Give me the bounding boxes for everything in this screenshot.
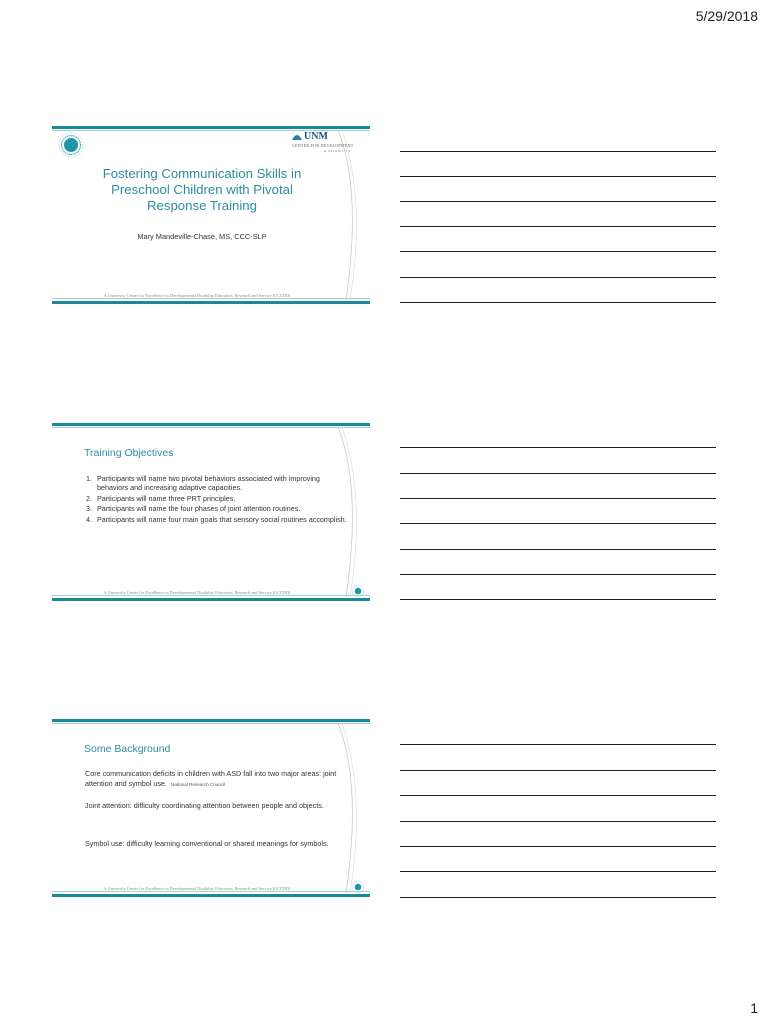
list-number: 1. (86, 474, 92, 483)
decorative-curve (336, 723, 364, 893)
unm-logo-icon (292, 132, 302, 140)
notes-line (400, 744, 716, 745)
list-number: 2. (86, 493, 92, 503)
slide-bottom-bar (52, 894, 370, 897)
notes-line (400, 821, 716, 822)
list-text: Participants will name the four phases of joint attention routines. (97, 504, 301, 514)
objectives-list (86, 474, 350, 525)
slide-top-bar (52, 719, 370, 722)
citation-source: National Research Council (170, 781, 226, 787)
decorative-curve (336, 427, 364, 597)
notes-line (400, 523, 716, 524)
notes-line (400, 498, 716, 499)
slide-author: Mary Mandeville-Chase, MS, CCC-SLP (137, 232, 267, 241)
notes-line (400, 549, 716, 550)
page-number: 1 (750, 1000, 758, 1016)
slide-footer: A University Center for Excellence in Developmental Disability Education, Research and Service (UCEDD) (103, 293, 291, 298)
unm-subtitle-2: & DISABILITY (324, 149, 352, 153)
slide-title: Fostering Communication Skills in Preschool Children with Pivotal Response Training (102, 166, 302, 213)
slide-heading: Some Background (84, 743, 171, 755)
decorative-curve (336, 130, 364, 300)
notes-line (400, 277, 716, 278)
notes-line (400, 473, 716, 474)
notes-line (400, 599, 716, 600)
notes-line (400, 846, 716, 847)
slide-2 (52, 423, 370, 601)
background-paragraph-2: Joint attention: difficulty coordinating attention between people and objects. (85, 801, 324, 810)
list-item (86, 474, 350, 492)
notes-line (400, 447, 716, 448)
notes-line (400, 176, 716, 177)
slide-bottom-bar (52, 301, 370, 304)
list-item (86, 494, 350, 503)
background-paragraph-1 (85, 769, 345, 789)
slide-heading: Training Objectives (84, 447, 174, 459)
notes-line (400, 897, 716, 898)
slide-3 (52, 719, 370, 897)
list-number: 4. (86, 514, 92, 524)
list-number: 3. (86, 504, 92, 514)
notes-line (400, 871, 716, 872)
notes-line (400, 302, 716, 303)
unm-subtitle: CENTER FOR DEVELOPMENT (292, 143, 354, 148)
notes-line (400, 251, 716, 252)
list-text: Participants will name three PRT principles. (97, 493, 236, 503)
slide-top-bar (52, 423, 370, 426)
notes-line (400, 770, 716, 771)
paragraph-text: Core communication deficits in children with ASD fall into two major areas: joint attention and symbol use. (85, 769, 337, 788)
list-item (86, 515, 350, 524)
list-text: Participants will name two pivotal behaviors associated with improving behaviors and increasing adaptive capacities. (97, 474, 320, 492)
notes-line (400, 151, 716, 152)
notes-line (400, 795, 716, 796)
slide-footer: A University Center for Excellence in Developmental Disability Education, Research and Service (UCEDD) (103, 590, 291, 595)
unm-wordmark: UNM (304, 131, 328, 142)
slide-bottom-bar (52, 598, 370, 601)
date-header: 5/29/2018 (695, 8, 758, 24)
list-item (86, 504, 350, 513)
slide-top-bar (52, 126, 370, 129)
slide-footer: A University Center for Excellence in Developmental Disability Education, Research and Service (UCEDD) (103, 886, 291, 891)
seal-icon (58, 132, 84, 158)
notes-line (400, 574, 716, 575)
notes-line (400, 226, 716, 227)
slide-1 (52, 126, 370, 304)
background-paragraph-3: Symbol use: difficulty learning conventional or shared meanings for symbols. (85, 839, 329, 848)
notes-line (400, 201, 716, 202)
list-text: Participants will name four main goals that sensory social routines accomplish. (97, 514, 347, 524)
